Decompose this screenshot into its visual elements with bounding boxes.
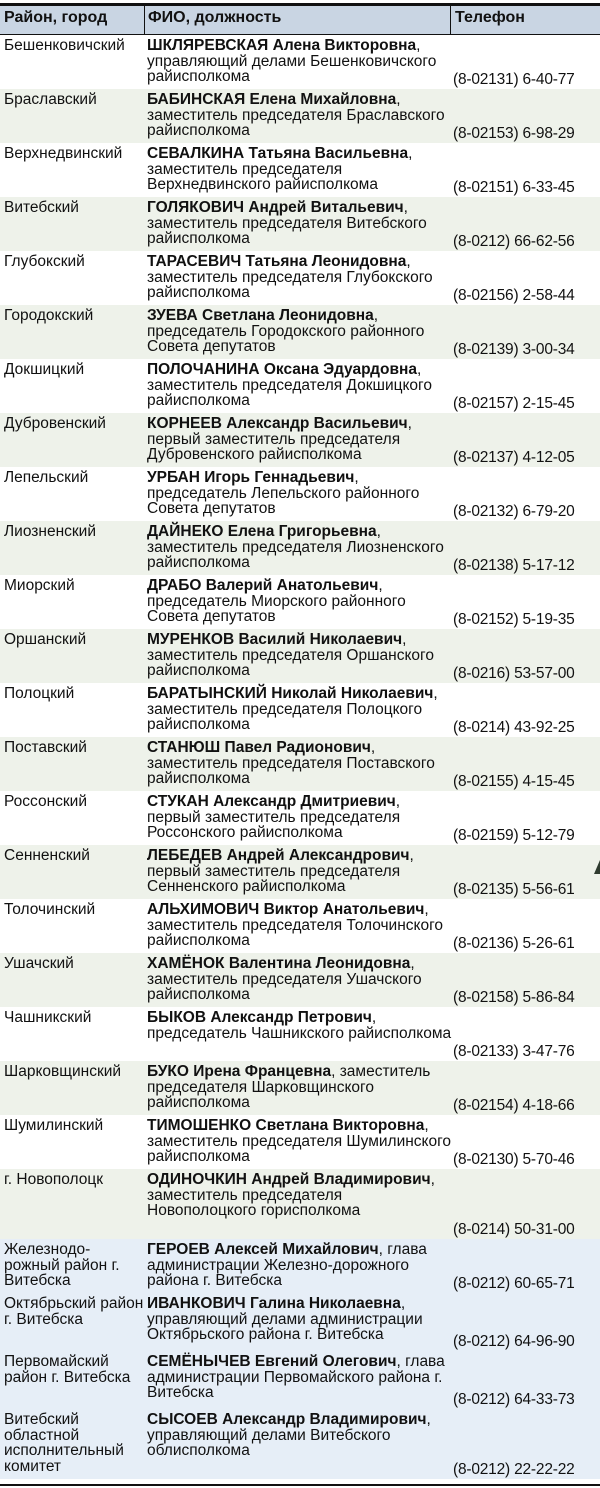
table-row <box>0 1169 600 1239</box>
person-name: БАРАТЫНСКИЙ Николай Николаевич <box>147 685 434 702</box>
person-name: ГОЛЯКОВИЧ Андрей Витальевич <box>147 199 404 216</box>
phone-cell: (8-02137) 4-12-05 <box>453 448 575 466</box>
header-person: ФИО, должность <box>148 9 282 26</box>
header-divider <box>450 6 451 34</box>
district-cell: Железнодо-рожный район г. Витебска <box>4 1241 120 1289</box>
district-cell: Миорский <box>4 577 75 594</box>
district-cell: Чашникский <box>4 1009 92 1026</box>
district-cell: Лиозненский <box>4 523 96 540</box>
person-name: БАБИНСКАЯ Елена Михайловна <box>147 91 397 108</box>
person-cell <box>147 1118 452 1165</box>
phone-cell: (8-02138) 5-17-12 <box>453 556 575 574</box>
person-name: СЕМЁНЫЧЕВ Евгений Олегович <box>147 1353 397 1370</box>
person-cell <box>147 362 452 409</box>
person-name: АЛЬХИМОВИЧ Виктор Анатольевич <box>147 901 425 918</box>
person-role: , председатель Лепельского районного Совета депутатов <box>147 469 420 517</box>
person-name: ЛЕБЕДЕВ Андрей Александрович <box>147 847 410 864</box>
page-edge-marker <box>594 860 600 874</box>
phone-cell: (8-02131) 6-40-77 <box>453 70 575 88</box>
person-cell <box>147 1242 452 1289</box>
person-cell <box>147 1010 452 1041</box>
phone-cell: (8-02154) 4-18-66 <box>453 1096 575 1114</box>
district-cell: Верхнедвинский <box>4 145 123 162</box>
person-cell <box>147 92 452 139</box>
header-divider <box>144 6 145 34</box>
table-row <box>0 521 600 575</box>
person-role: , председатель Городокского районного Совета депутатов <box>147 307 425 355</box>
phone-cell: (8-02136) 5-26-61 <box>453 934 575 952</box>
person-name: ИВАНКОВИЧ Галина Николаевна <box>147 1295 401 1312</box>
phone-cell: (8-02158) 5-86-84 <box>453 988 575 1006</box>
district-cell: Толочинский <box>4 901 96 918</box>
person-cell <box>147 956 452 1003</box>
table-row <box>0 737 600 791</box>
person-cell <box>147 1064 452 1111</box>
table-row <box>0 899 600 953</box>
district-cell: Ушачский <box>4 955 74 972</box>
phone-cell: (8-02130) 5-70-46 <box>453 1150 575 1168</box>
person-name: ГЕРОЕВ Алексей Михайлович <box>147 1241 379 1258</box>
table-row <box>0 575 600 629</box>
phone-cell: (8-02153) 6-98-29 <box>453 124 575 142</box>
district-cell: Городокский <box>4 307 94 324</box>
district-cell: Дубровенский <box>4 415 106 432</box>
phone-cell: (8-02133) 3-47-76 <box>453 1042 575 1060</box>
person-name: ШКЛЯРЕВСКАЯ Алена Викторовна <box>147 37 417 54</box>
phone-cell: (8-02139) 3-00-34 <box>453 340 575 358</box>
phone-cell: (8-02159) 5-12-79 <box>453 826 575 844</box>
table-row <box>0 791 600 845</box>
district-cell: Докшицкий <box>4 361 85 378</box>
person-cell <box>147 524 452 571</box>
table-body <box>0 35 600 1479</box>
table-row <box>0 197 600 251</box>
person-cell <box>147 1354 452 1401</box>
person-cell <box>147 686 452 733</box>
person-role: , председатель Миорского районного Совета депутатов <box>147 577 406 625</box>
person-role: , заместитель председателя Витебского райисполкома <box>147 199 427 247</box>
table-row <box>0 1409 600 1479</box>
person-name: ПОЛОЧАНИНА Оксана Эдуардовна <box>147 361 417 378</box>
person-name: ТАРАСЕВИЧ Татьяна Леонидовна <box>147 253 407 270</box>
person-role: , заместитель председателя Поставского райисполкома <box>147 739 435 787</box>
person-cell <box>147 1412 452 1459</box>
person-cell <box>147 38 452 85</box>
person-role: , управляющий делами Бешенковичского райисполкома <box>147 37 437 85</box>
person-role: , заместитель председателя Толочинского райисполкома <box>147 901 444 949</box>
table-row <box>0 629 600 683</box>
table-row <box>0 953 600 1007</box>
person-role: , заместитель председателя Новополоцкого горисполкома <box>147 1171 435 1219</box>
person-name: СТАНЮШ Павел Радионович <box>147 739 371 756</box>
person-name: СЕВАЛКИНА Татьяна Васильевна <box>147 145 409 162</box>
person-cell <box>147 1172 452 1219</box>
person-name: БЫКОВ Александр Петрович <box>147 1009 372 1026</box>
table-row <box>0 683 600 737</box>
table-row <box>0 359 600 413</box>
person-name: ОДИНОЧКИН Андрей Владимирович <box>147 1171 431 1188</box>
person-cell <box>147 578 452 625</box>
phone-cell: (8-0214) 50-31-00 <box>453 1220 575 1238</box>
person-cell <box>147 902 452 949</box>
table-row <box>0 251 600 305</box>
person-role: , глава администрации Первомайского района г. Витебска <box>147 1353 445 1401</box>
person-name: СТУКАН Александр Дмитриевич <box>147 793 396 810</box>
bottom-rule <box>0 1484 600 1486</box>
phone-cell: (8-02155) 4-15-45 <box>453 772 575 790</box>
person-role: , заместитель председателя Шарковщинского райисполкома <box>147 1063 431 1111</box>
district-cell: Первомайский район г. Витебска <box>4 1353 131 1386</box>
person-cell <box>147 146 452 193</box>
table-row <box>0 1115 600 1169</box>
phone-cell: (8-0212) 66-62-56 <box>453 232 575 250</box>
header-phone: Телефон <box>455 9 525 26</box>
phone-cell: (8-0212) 64-33-73 <box>453 1390 575 1408</box>
person-name: ХАМЁНОК Валентина Леонидовна <box>147 955 411 972</box>
person-cell <box>147 470 452 517</box>
person-role: , заместитель председателя Шумилинского райисполкома <box>147 1117 452 1165</box>
phone-cell: (8-0216) 53-57-00 <box>453 664 575 682</box>
person-cell <box>147 254 452 301</box>
person-name: КОРНЕЕВ Александр Васильевич <box>147 415 408 432</box>
person-role: , заместитель председателя Глубокского райисполкома <box>147 253 433 301</box>
table-row <box>0 1239 600 1293</box>
table-row <box>0 305 600 359</box>
person-cell <box>147 632 452 679</box>
person-role: , первый заместитель председателя Россонского райисполкома <box>147 793 401 841</box>
phone-cell: (8-02157) 2-15-45 <box>453 394 575 412</box>
district-cell: Браславский <box>4 91 97 108</box>
person-role: , управляющий делами Витебского облисполкома <box>147 1411 431 1459</box>
phone-cell: (8-0212) 22-22-22 <box>453 1460 575 1478</box>
phone-cell: (8-02152) 5-19-35 <box>453 610 575 628</box>
person-role: , заместитель председателя Докшицкого райисполкома <box>147 361 432 409</box>
phone-cell: (8-0212) 64-96-90 <box>453 1332 575 1350</box>
phone-cell: (8-0212) 60-65-71 <box>453 1274 575 1292</box>
person-role: , управляющий делами администрации Октябрьского района г. Витебска <box>147 1295 423 1343</box>
district-cell: Октябрьский район г. Витебска <box>4 1295 144 1328</box>
phone-cell: (8-02151) 6-33-45 <box>453 178 575 196</box>
table-row <box>0 1351 600 1409</box>
table-row <box>0 89 600 143</box>
person-role: , заместитель председателя Верхнедвинского райисполкома <box>147 145 413 193</box>
district-cell: г. Новополоцк <box>4 1171 104 1188</box>
header-district: Район, город <box>4 9 108 26</box>
person-role: , заместитель председателя Ушачского райисполкома <box>147 955 422 1003</box>
district-cell: Оршанский <box>4 631 87 648</box>
table-header <box>0 6 600 36</box>
person-role: , первый заместитель председателя Дубровенского райисполкома <box>147 415 412 463</box>
table-row <box>0 35 600 89</box>
person-cell <box>147 200 452 247</box>
person-role: , первый заместитель председателя Сенненского райисполкома <box>147 847 414 895</box>
person-name: УРБАН Игорь Геннадьевич <box>147 469 355 486</box>
person-name: БУКО Ирена Францевна <box>147 1063 332 1080</box>
table-row <box>0 845 600 899</box>
district-cell: Шарковщинский <box>4 1063 122 1080</box>
table-row <box>0 1061 600 1115</box>
phone-cell: (8-02132) 6-79-20 <box>453 502 575 520</box>
person-role: , заместитель председателя Браславского райисполкома <box>147 91 445 139</box>
person-name: ДРАБО Валерий Анатольевич <box>147 577 379 594</box>
table-row <box>0 467 600 521</box>
person-role: , заместитель председателя Лиозненского райисполкома <box>147 523 444 571</box>
person-cell <box>147 1296 452 1343</box>
phone-cell: (8-02135) 5-56-61 <box>453 880 575 898</box>
table-row <box>0 1293 600 1351</box>
table-row <box>0 1007 600 1061</box>
person-cell <box>147 740 452 787</box>
district-cell: Витебский областной исполнительный комитет <box>4 1411 124 1475</box>
district-cell: Сенненский <box>4 847 90 864</box>
person-cell <box>147 416 452 463</box>
person-role: , заместитель председателя Полоцкого райисполкома <box>147 685 438 733</box>
district-cell: Витебский <box>4 199 79 216</box>
phone-cell: (8-02156) 2-58-44 <box>453 286 575 304</box>
table-row <box>0 413 600 467</box>
district-cell: Полоцкий <box>4 685 75 702</box>
district-cell: Глубокский <box>4 253 85 270</box>
phone-cell: (8-0214) 43-92-25 <box>453 718 575 736</box>
person-name: ЗУЕВА Светлана Леонидовна <box>147 307 374 324</box>
table-row <box>0 143 600 197</box>
district-cell: Лепельский <box>4 469 89 486</box>
district-cell: Шумилинский <box>4 1117 104 1134</box>
person-role: , заместитель председателя Оршанского райисполкома <box>147 631 434 679</box>
person-role: , глава администрации Железно-дорожного района г. Витебска <box>147 1241 427 1289</box>
district-cell: Бешенковичский <box>4 37 125 54</box>
district-cell: Поставский <box>4 739 87 756</box>
person-cell <box>147 308 452 355</box>
person-cell <box>147 848 452 895</box>
person-name: ТИМОШЕНКО Светлана Викторовна <box>147 1117 425 1134</box>
person-role: , председатель Чашникского райисполкома <box>147 1009 452 1042</box>
person-cell <box>147 794 452 841</box>
person-name: ДАЙНЕКО Елена Григорьевна <box>147 523 377 540</box>
person-name: МУРЕНКОВ Василий Николаевич <box>147 631 403 648</box>
person-name: СЫСОЕВ Александр Владимирович <box>147 1411 427 1428</box>
district-cell: Россонский <box>4 793 87 810</box>
